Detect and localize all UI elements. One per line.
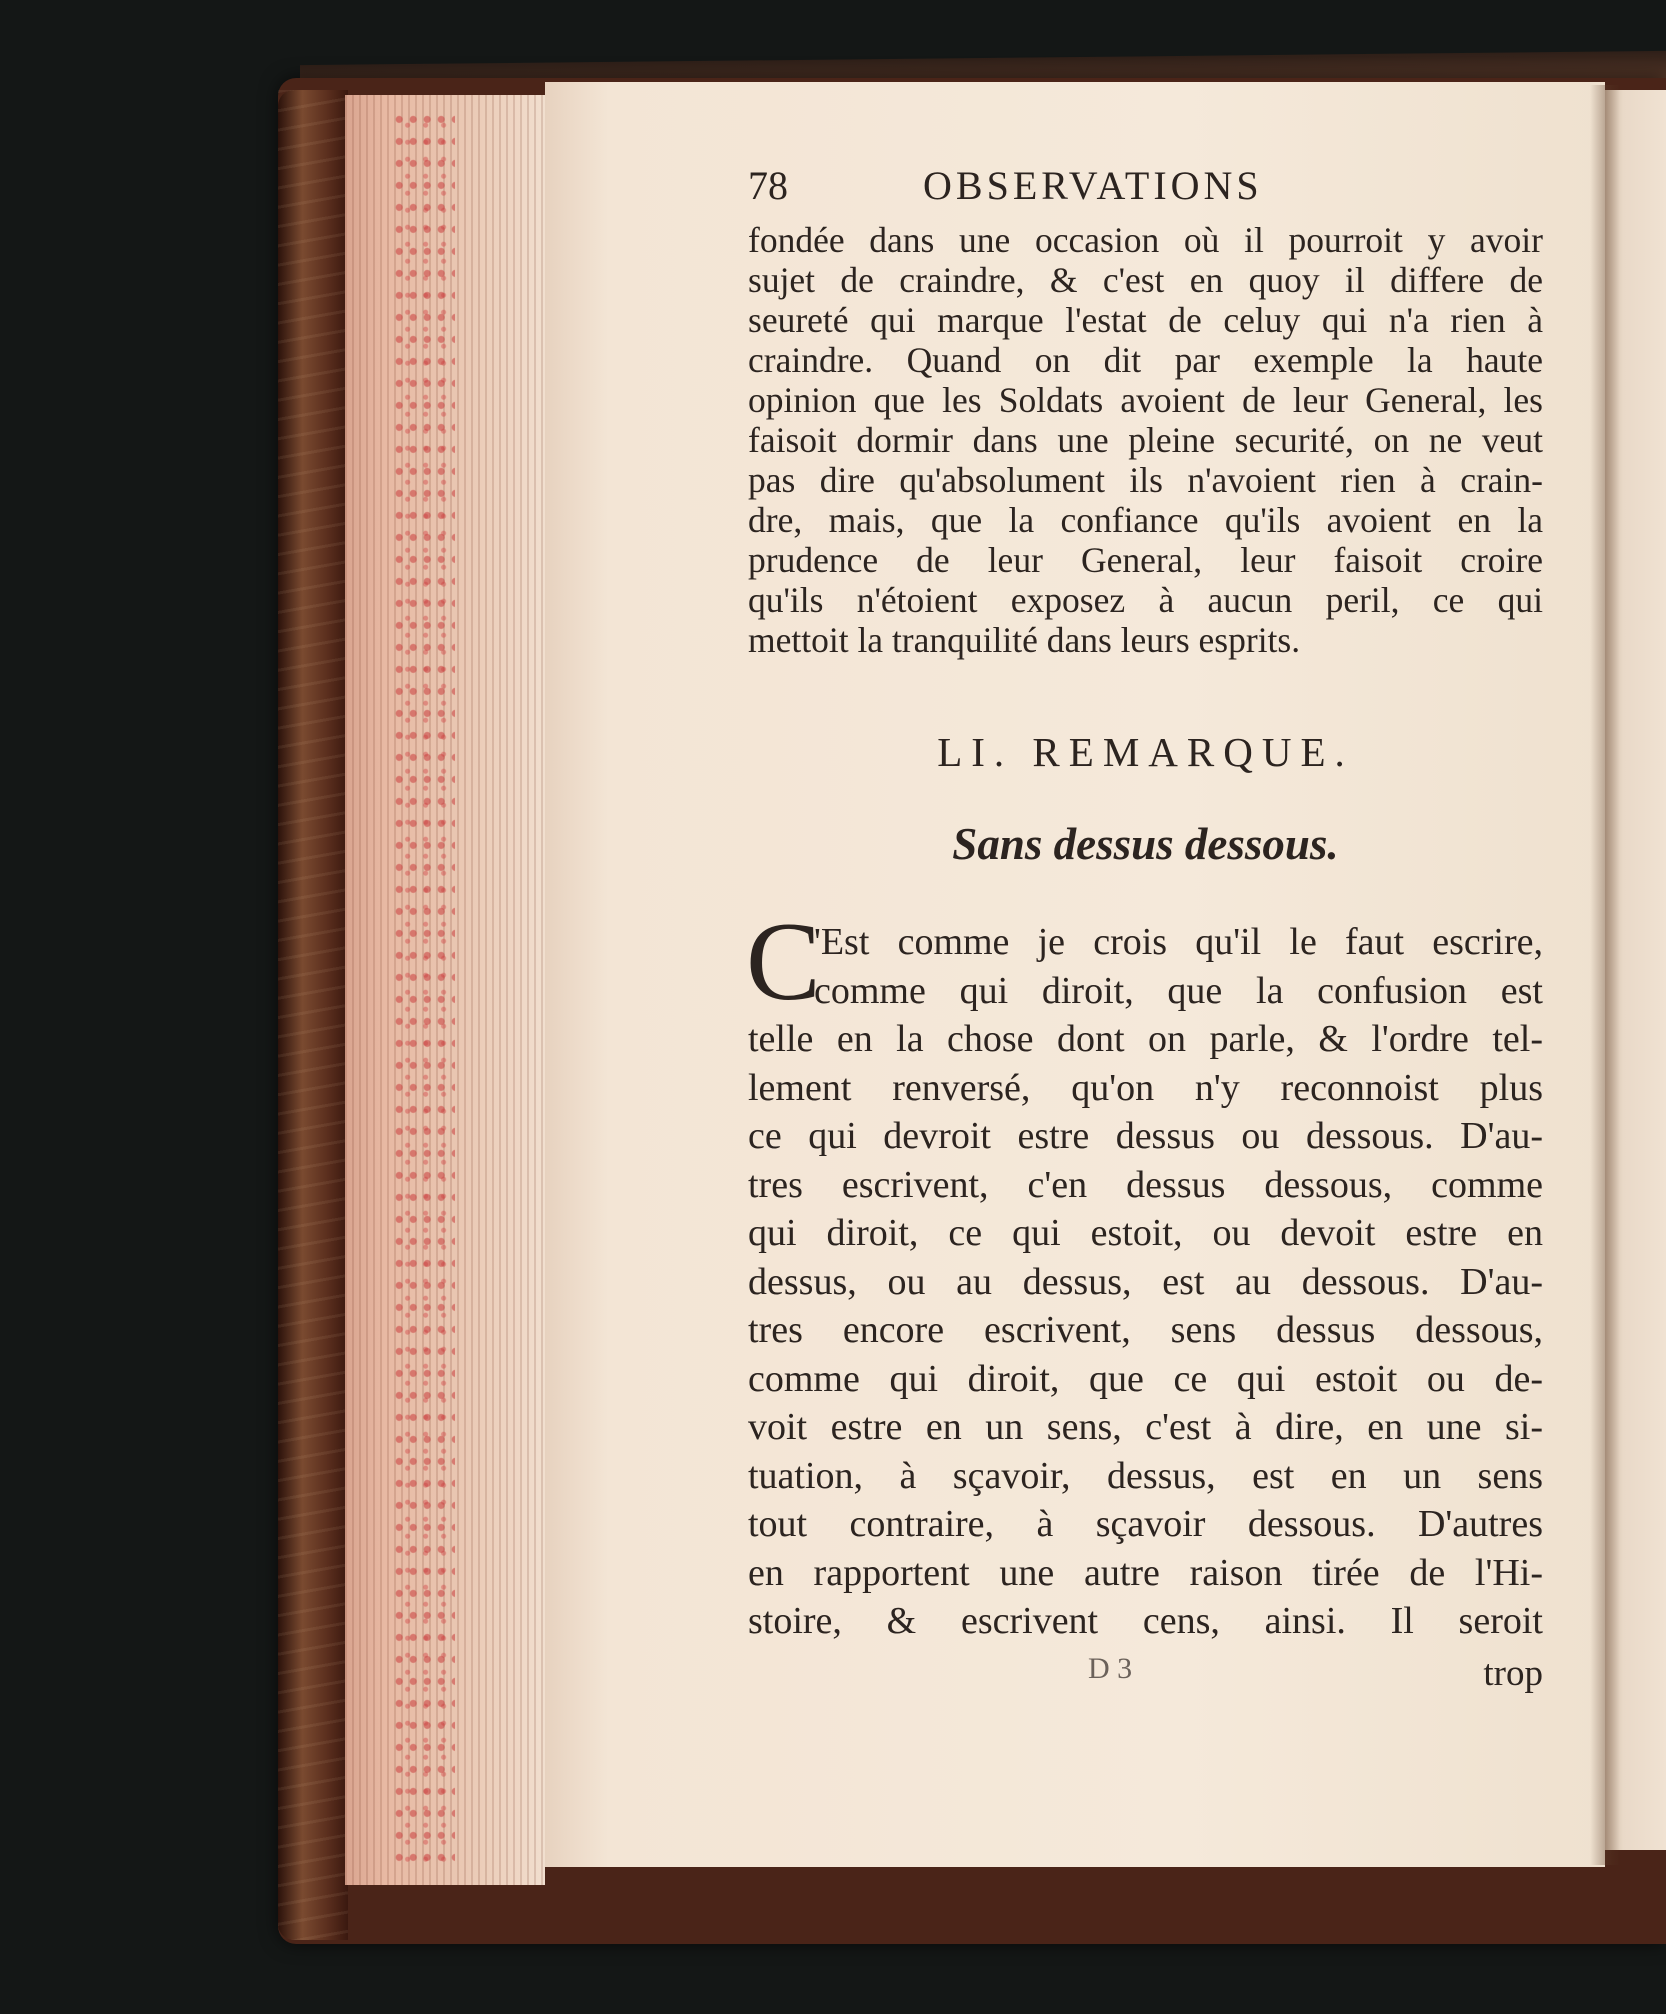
text-line: craindre. Quand on dit par exemple la haute bbox=[748, 340, 1543, 380]
text-line: lement renversé, qu'on n'y reconnoist plus bbox=[748, 1066, 1543, 1109]
text-line: opinion que les Soldats avoient de leur General, les bbox=[748, 380, 1543, 420]
text-line: stoire, & escrivent cens, ainsi. Il seroit bbox=[748, 1600, 1543, 1642]
text-line: tres encore escrivent, sens dessus dessous, bbox=[748, 1309, 1543, 1351]
remarque-subtitle: Sans dessus dessous. bbox=[952, 819, 1339, 869]
running-head: OBSERVATIONS bbox=[923, 163, 1263, 208]
text-line: 'Est comme je crois qu'il le faut escrire, bbox=[814, 921, 1543, 963]
text-line: tuation, à sçavoir, dessus, est en un sens bbox=[748, 1454, 1543, 1497]
text-line: qu'ils n'étoient exposez à aucun peril, ce qui bbox=[748, 580, 1543, 620]
text-line: qui diroit, ce qui estoit, ou devoit estre en bbox=[748, 1212, 1543, 1254]
text-line: fondée dans une occasion où il pourroit y avoir bbox=[748, 220, 1543, 260]
text-line: seureté qui marque l'estat de celuy qui n'a rien à bbox=[748, 300, 1543, 340]
text-line: mettoit la tranquilité dans leurs esprits. bbox=[748, 620, 1301, 660]
text-line: prudence de leur General, leur faisoit croire bbox=[748, 540, 1543, 580]
remarque-title: LI. REMARQUE. bbox=[937, 729, 1354, 775]
page-number: 78 bbox=[748, 163, 788, 208]
text-line: pas dire qu'absolument ils n'avoient rien à crain- bbox=[748, 460, 1543, 500]
text-line: dre, mais, que la confiance qu'ils avoient en la bbox=[748, 500, 1543, 540]
catchword: trop bbox=[1483, 1653, 1543, 1694]
page-footer bbox=[748, 1652, 1543, 1697]
book-spine bbox=[278, 90, 348, 1940]
red-sprinkled-edge bbox=[395, 115, 455, 1865]
text-line: tres escrivent, c'en dessus dessous, comme bbox=[748, 1163, 1543, 1206]
text-line: tout contraire, à sçavoir dessous. D'autres bbox=[748, 1503, 1543, 1545]
text-line: faisoit dormir dans une pleine securité, on ne veut bbox=[748, 420, 1543, 460]
text-line: sujet de craindre, & c'est en quoy il differe de bbox=[748, 260, 1543, 300]
text-line: comme qui diroit, que ce qui estoit ou de- bbox=[748, 1357, 1543, 1400]
text-line: voit estre en un sens, c'est à dire, en une si- bbox=[748, 1406, 1543, 1448]
text-line: telle en la chose dont on parle, & l'ordre tel- bbox=[748, 1018, 1543, 1060]
page-header bbox=[748, 162, 1543, 212]
text-line: en rapportent une autre raison tirée de l'Hi- bbox=[748, 1551, 1543, 1594]
signature-mark: D 3 bbox=[1088, 1652, 1133, 1685]
text-line: ce qui devroit estre dessus ou dessous. D'au- bbox=[748, 1115, 1543, 1157]
text-line: comme qui diroit, que la confusion est bbox=[814, 969, 1543, 1012]
text-line: dessus, ou au dessus, est au dessous. D'au- bbox=[748, 1260, 1543, 1303]
drop-cap: C bbox=[746, 900, 821, 1024]
page-gutter bbox=[1590, 85, 1620, 1865]
